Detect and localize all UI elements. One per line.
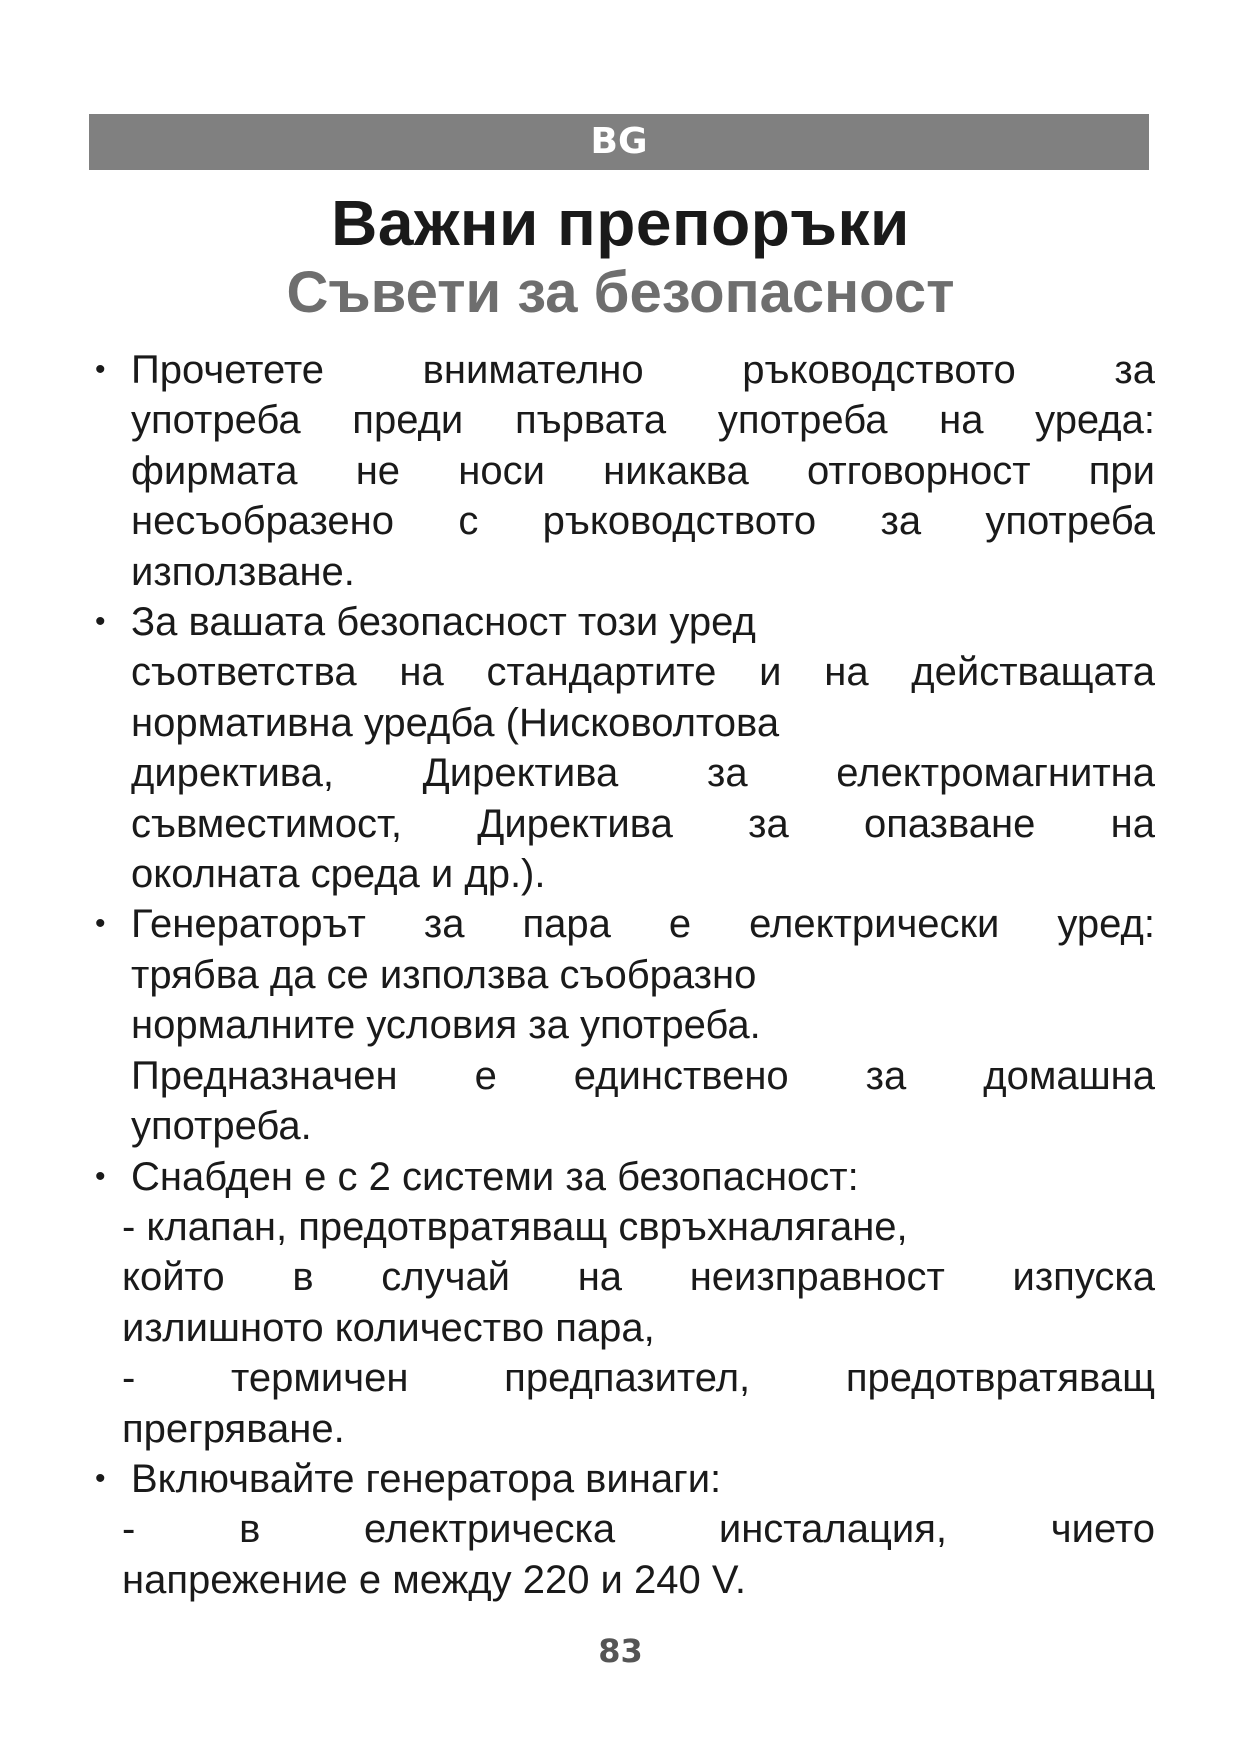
text-line: употреба преди първата употреба на уреда: xyxy=(131,398,1155,443)
sub-text-line: напрежение е между 220 и 240 V. xyxy=(122,1557,746,1602)
list-item xyxy=(89,345,1155,597)
sub-text-line: - термичен предпазител, предотвратяващ xyxy=(122,1356,1155,1401)
text-line: Включвайте генератора винаги: xyxy=(131,1456,722,1501)
page-number: 83 xyxy=(598,1632,643,1670)
text-line: фирмата не носи никаква отговорност при xyxy=(131,448,1155,493)
bullet-icon: • xyxy=(95,605,106,639)
text-line: околната среда и др.). xyxy=(131,852,546,897)
text-line: нормативна уредба (Нисковолтова xyxy=(131,700,780,745)
sub-text-line: - клапан, предотвратяващ свръхналягане, xyxy=(122,1204,908,1249)
text-line: нормалните условия за употреба. xyxy=(131,1003,761,1048)
text-line: Снабден е с 2 системи за безопасност: xyxy=(131,1154,859,1199)
sub-text-line: - в електрическа инсталация, чието xyxy=(122,1507,1155,1552)
text-line: Предназначен е единствено за домашна xyxy=(131,1053,1155,1098)
bullet-icon: • xyxy=(95,907,106,941)
sub-text-line: излишното количество пара, xyxy=(122,1305,655,1350)
text-line: За вашата безопасност този уред xyxy=(131,600,756,645)
list-item xyxy=(89,597,1155,899)
text-line: директива, Директива за електромагнитна xyxy=(131,751,1155,796)
text-line: Генераторът за пара е електрически уред: xyxy=(131,902,1155,947)
text-line: съответства на стандартите и на действащата xyxy=(131,650,1155,695)
text-line: Прочетете внимателно ръководството за xyxy=(131,348,1155,392)
sub-text-line: който в случай на неизправност изпуска xyxy=(122,1255,1155,1300)
bullet-icon: • xyxy=(95,353,106,386)
bullet-icon: • xyxy=(95,1461,106,1495)
safety-list xyxy=(89,345,1155,1605)
bullet-icon: • xyxy=(95,1159,106,1193)
page-subtitle: Съвети за безопасност xyxy=(286,260,955,325)
page-title: Важни препоръки xyxy=(331,187,910,259)
text-line: трябва да се използва съобразно xyxy=(131,952,757,997)
text-line: употреба. xyxy=(131,1104,312,1149)
text-line: съвместимост, Директива за опазване на xyxy=(131,801,1155,846)
list-item xyxy=(89,1152,1155,1454)
sub-text-line: прегряване. xyxy=(122,1406,345,1451)
list-item xyxy=(89,899,1155,1151)
text-line: използване. xyxy=(131,549,355,594)
language-code: BG xyxy=(590,121,648,162)
language-bar xyxy=(89,114,1149,170)
text-line: несъобразено с ръководството за употреба xyxy=(131,499,1155,544)
list-item xyxy=(89,1454,1155,1605)
